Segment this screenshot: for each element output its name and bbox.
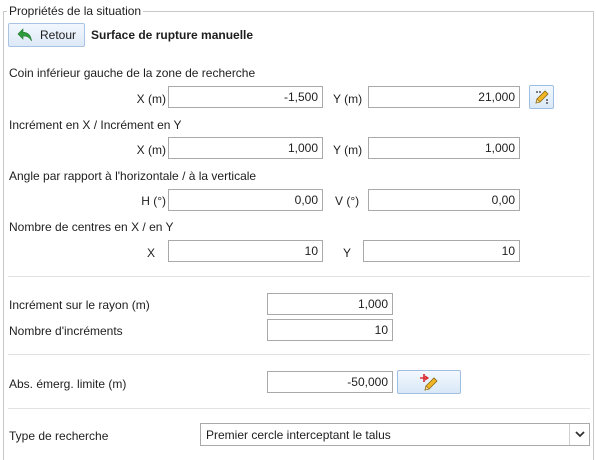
rayon-increment-field[interactable]: 1,000 — [267, 293, 393, 315]
rayon-count-field[interactable]: 10 — [267, 319, 393, 341]
divider — [8, 354, 590, 355]
search-type-label: Type de recherche — [9, 429, 109, 443]
abs-limit-label: Abs. émerg. limite (m) — [9, 377, 127, 391]
rayon-count-label: Nombre d'incréments — [9, 324, 123, 338]
centres-x-label: X — [146, 246, 155, 260]
increment-x-field[interactable]: 1,000 — [168, 137, 323, 159]
centres-heading: Nombre de centres en X / en Y — [9, 220, 174, 234]
search-type-value: Premier cercle interceptant le talus — [206, 428, 391, 442]
increment-y-label: Y (m) — [333, 143, 363, 157]
back-button-label: Retour — [40, 28, 77, 42]
search-type-select[interactable] — [200, 423, 590, 446]
centres-x-field[interactable]: 10 — [168, 240, 323, 262]
group-title: Propriétés de la situation — [9, 4, 142, 18]
chevron-down-icon — [575, 431, 585, 438]
increment-y-field[interactable]: 1,000 — [368, 137, 520, 159]
angle-v-label: V (°) — [335, 194, 360, 208]
divider — [8, 408, 590, 409]
centres-y-label: Y — [343, 246, 352, 260]
increment-xy-heading: Incrément en X / Incrément en Y — [9, 118, 182, 132]
centres-y-field[interactable]: 10 — [363, 240, 520, 262]
pick-limit-pencil-icon — [418, 372, 440, 392]
increment-x-label: X (m) — [136, 143, 166, 157]
page-title: Surface de rupture manuelle — [91, 28, 254, 42]
angle-h-label: H (°) — [141, 194, 166, 208]
coin-y-field[interactable]: 21,000 — [368, 86, 520, 108]
back-button[interactable] — [8, 23, 85, 47]
angle-heading: Angle par rapport à l'horizontale / à la verticale — [9, 169, 257, 183]
dropdown-toggle[interactable] — [569, 424, 589, 445]
rayon-increment-label: Incrément sur le rayon (m) — [9, 298, 150, 312]
coin-y-label: Y (m) — [333, 92, 363, 106]
angle-v-field[interactable]: 0,00 — [368, 189, 520, 211]
pick-point-pencil-icon — [533, 88, 551, 106]
divider — [8, 276, 590, 277]
angle-h-field[interactable]: 0,00 — [168, 189, 323, 211]
coin-x-label: X (m) — [136, 92, 166, 106]
coin-x-field[interactable]: -1,500 — [168, 86, 323, 108]
abs-limit-field[interactable]: -50,000 — [267, 371, 393, 393]
coin-heading: Coin inférieur gauche de la zone de recherche — [9, 66, 256, 80]
pick-limit-button[interactable] — [397, 370, 461, 394]
pick-point-button[interactable] — [529, 85, 554, 109]
back-arrow-icon — [17, 28, 33, 42]
